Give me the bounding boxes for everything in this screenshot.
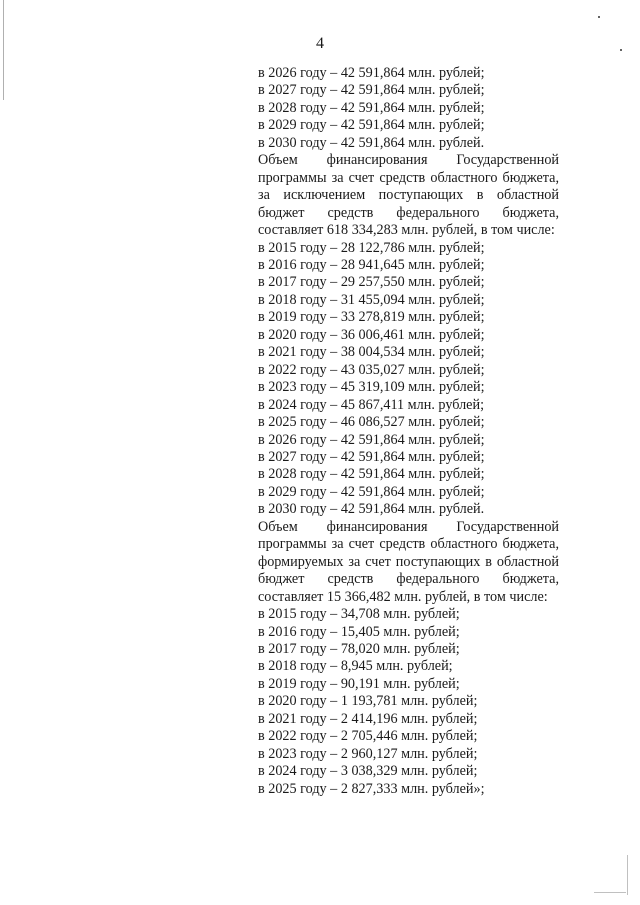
scan-speck [598,16,600,18]
regional-line-2024: в 2024 году – 45 867,411 млн. рублей; [258,396,485,413]
federal-line-2018: в 2018 году – 8,945 млн. рублей; [258,658,453,675]
regional-line-2026: в 2026 году – 42 591,864 млн. рублей; [258,431,485,448]
regional-line-2027: в 2027 году – 42 591,864 млн. рублей; [258,448,485,465]
regional-line-2023: в 2023 году – 45 319,109 млн. рублей; [258,379,485,396]
federal-line-2019: в 2019 году – 90,191 млн. рублей; [258,675,460,692]
regional-line-2016: в 2016 году – 28 941,645 млн. рублей; [258,256,485,273]
funding-line-2028: в 2028 году – 42 591,864 млн. рублей; [258,99,485,116]
funding-line-2026: в 2026 году – 42 591,864 млн. рублей; [258,65,485,81]
regional-line-2025: в 2025 году – 46 086,527 млн. рублей; [258,414,485,431]
federal-line-2020: в 2020 году – 1 193,781 млн. рублей; [258,693,478,710]
scan-edge-right [627,855,628,895]
regional-line-2015: в 2015 году – 28 122,786 млн. рублей; [258,239,485,256]
federal-line-2022: в 2022 году – 2 705,446 млн. рублей; [258,728,478,745]
funding-line-2029: в 2029 году – 42 591,864 млн. рублей; [258,117,485,134]
federal-line-2025: в 2025 году – 2 827,333 млн. рублей»; [258,780,485,797]
page-number: 4 [316,35,324,52]
federal-line-2024: в 2024 году – 3 038,329 млн. рублей; [258,763,478,780]
regional-line-2028: в 2028 году – 42 591,864 млн. рублей; [258,466,485,483]
federal-line-2023: в 2023 году – 2 960,127 млн. рублей; [258,745,478,762]
regional-line-2018: в 2018 году – 31 455,094 млн. рублей; [258,291,485,308]
regional-line-2017: в 2017 году – 29 257,550 млн. рублей; [258,274,485,291]
regional-budget-paragraph: Объем финансирования Государственной программы за счет средств областного бюджета, за исключением поступающих в областной бюджет средств федерального бюджета, составляет 618 334,283 млн. рублей, в том числе: [258,152,559,239]
funding-line-2030: в 2030 году – 42 591,864 млн. рублей. [258,134,485,151]
regional-line-2020: в 2020 году – 36 006,461 млн. рублей; [258,326,485,343]
regional-line-2030: в 2030 году – 42 591,864 млн. рублей. [258,501,485,518]
funding-line-2027: в 2027 году – 42 591,864 млн. рублей; [258,82,485,99]
document-body [258,65,559,798]
federal-line-2021: в 2021 году – 2 414,196 млн. рублей; [258,710,478,727]
regional-line-2019: в 2019 году – 33 278,819 млн. рублей; [258,309,485,326]
federal-transfers-paragraph: Объем финансирования Государственной программы за счет средств областного бюджета, формируемых за счет поступающих в областной бюджет средств федерального бюджета, составляет 15 366,482 млн. рублей, в том числе: [258,518,559,605]
regional-line-2022: в 2022 году – 43 035,027 млн. рублей; [258,361,485,378]
scan-edge-bottom [594,892,626,893]
federal-line-2016: в 2016 году – 15,405 млн. рублей; [258,623,460,640]
regional-line-2029: в 2029 году – 42 591,864 млн. рублей; [258,483,485,500]
regional-line-2021: в 2021 году – 38 004,534 млн. рублей; [258,344,485,361]
federal-line-2015: в 2015 году – 34,708 млн. рублей; [258,606,460,623]
federal-line-2017: в 2017 году – 78,020 млн. рублей; [258,640,460,657]
